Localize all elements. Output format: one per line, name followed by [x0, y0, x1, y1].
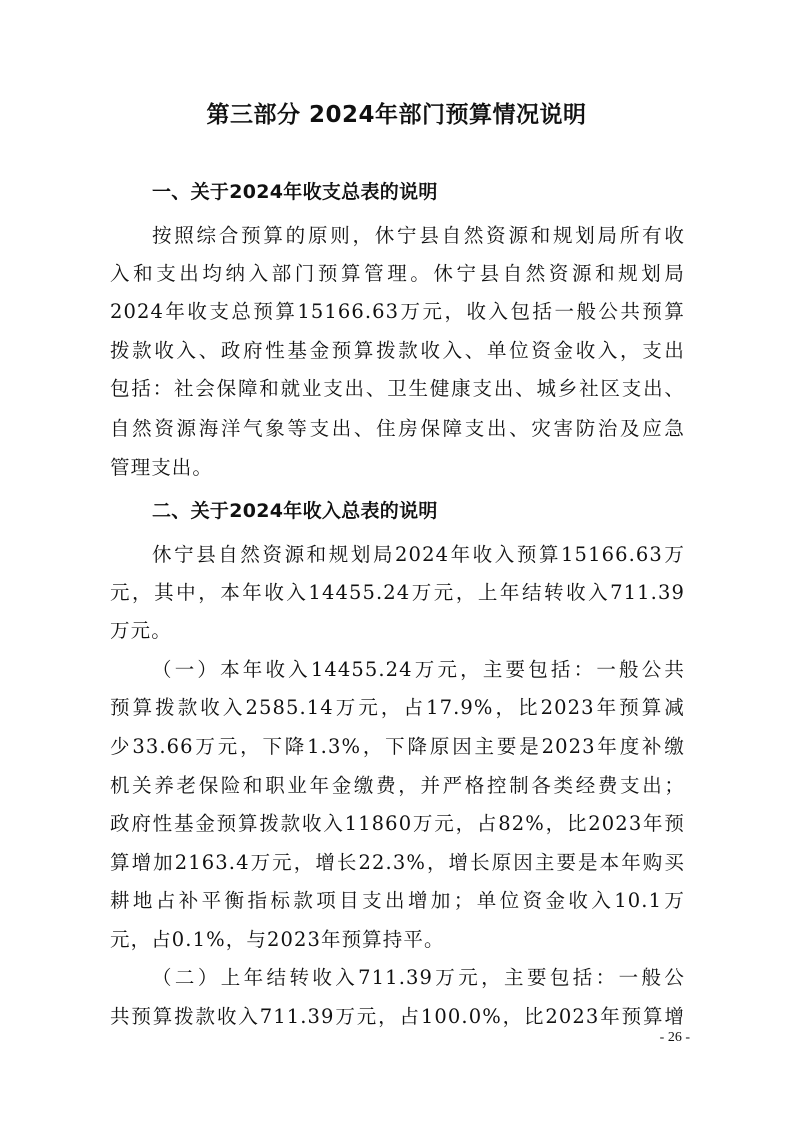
paragraph-line: 预算拨款收入2585.14万元，占17.9%，比2023年预算减	[110, 696, 685, 719]
section-heading-1: 一、关于2024年收支总表的说明	[152, 181, 438, 203]
paragraph-line: 按照综合预算的原则，休宁县自然资源和规划局所有收	[152, 224, 685, 247]
paragraph-line: 2024年收支总预算15166.63万元，收入包括一般公共预算	[110, 300, 685, 323]
paragraph-line: 元，占0.1%，与2023年预算持平。	[110, 928, 445, 951]
paragraph-line: 包括：社会保障和就业支出、卫生健康支出、城乡社区支出、	[110, 377, 685, 400]
page-number: - 26 -	[659, 1030, 690, 1045]
paragraph-line: 共预算拨款收入711.39万元，占100.0%，比2023年预算增	[110, 1005, 685, 1028]
paragraph-line: 算增加2163.4万元，增长22.3%，增长原因主要是本年购买	[110, 851, 685, 874]
paragraph-line: 拨款收入、政府性基金预算拨款收入、单位资金收入，支出	[110, 339, 685, 362]
paragraph-line: 少33.66万元，下降1.3%，下降原因主要是2023年度补缴	[110, 735, 685, 758]
paragraph-line: 元，其中，本年收入14455.24万元，上年结转收入711.39	[110, 581, 685, 604]
paragraph-line: 自然资源海洋气象等支出、住房保障支出、灾害防治及应急	[110, 417, 685, 440]
paragraph-line: 万元。	[110, 619, 172, 642]
page-title: 第三部分 2024年部门预算情况说明	[206, 102, 587, 128]
paragraph-line: 政府性基金预算拨款收入11860万元，占82%，比2023年预	[110, 812, 685, 835]
paragraph-line: 休宁县自然资源和规划局2024年收入预算15166.63万	[152, 543, 685, 566]
section-heading-2: 二、关于2024年收入总表的说明	[152, 500, 438, 522]
paragraph-line: 管理支出。	[110, 456, 214, 479]
paragraph-line: 耕地占补平衡指标款项目支出增加；单位资金收入10.1万	[110, 889, 685, 912]
paragraph-line: 入和支出均纳入部门预算管理。休宁县自然资源和规划局	[110, 262, 685, 285]
paragraph-line: （二）上年结转收入711.39万元，主要包括：一般公	[152, 966, 685, 989]
paragraph-line: 机关养老保险和职业年金缴费，并严格控制各类经费支出；	[110, 774, 685, 797]
paragraph-line: （一）本年收入14455.24万元，主要包括：一般公共	[152, 658, 685, 681]
